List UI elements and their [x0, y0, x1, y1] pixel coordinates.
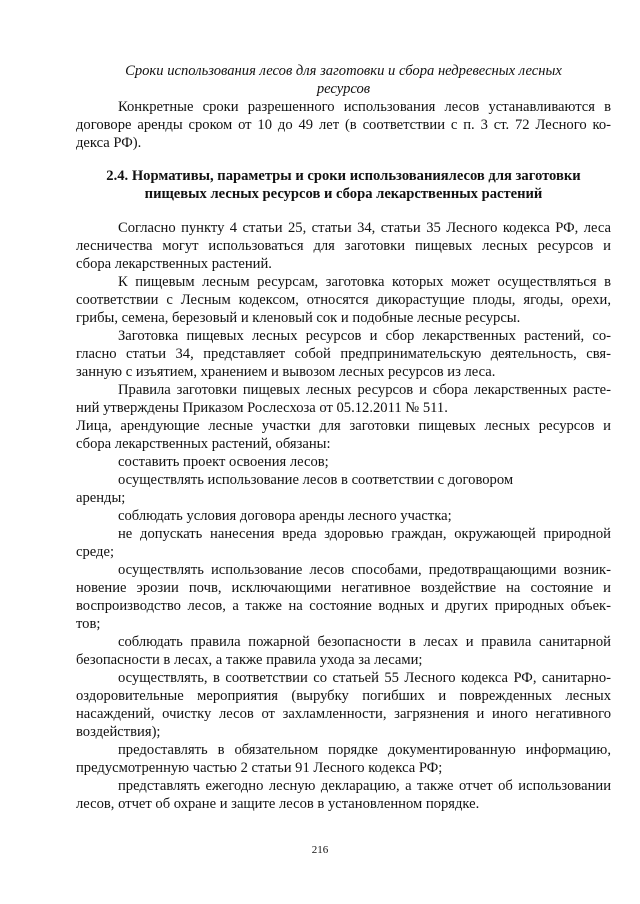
text-line: Правила заготовки пищевых лесных ресурсов и сбора лекарственных расте-	[118, 382, 611, 398]
text-line: лесничества могут использоваться для заготовки пищевых лесных ресурсов и	[76, 238, 611, 254]
text-line: К пищевым лесным ресурсам, заготовка которых может осуществляться в	[118, 274, 611, 290]
text-line: Заготовка пищевых лесных ресурсов и сбор лекарственных растений, со-	[118, 328, 611, 344]
text-line: не допускать нанесения вреда здоровью граждан, окружающей природной	[118, 526, 611, 542]
text-line: оздоровительные мероприятия (вырубку погибших и поврежденных лесных	[76, 688, 611, 704]
text-line: осуществлять использование лесов способами, предотвращающими возник-	[118, 562, 611, 578]
text-line: представлять ежегодно лесную декларацию, а также отчет об использовании	[118, 778, 611, 794]
subheading-line: Сроки использования лесов для заготовки и сбора недревесных лесных	[125, 63, 562, 79]
text-line: декса РФ).	[76, 135, 142, 151]
text-line: Лица, арендующие лесные участки для заготовки пищевых лесных ресурсов и	[76, 418, 611, 434]
text-line: Конкретные сроки разрешенного использования лесов устанавливаются в	[118, 99, 611, 115]
text-line: занную с изъятием, хранением и вывозом лесных ресурсов из леса.	[76, 364, 496, 380]
text-line: сбора лекарственных растений, обязаны:	[76, 436, 331, 452]
text-line: предоставлять в обязательном порядке документированную информацию,	[118, 742, 611, 758]
text-line: грибы, семена, березовый и кленовый сок и подобные лесные ресурсы.	[76, 310, 521, 326]
text-line: соблюдать условия договора аренды лесного участка;	[118, 508, 452, 524]
text-line: насаждений, очистку лесов от захламленности, загрязнения и иного негативного	[76, 706, 611, 722]
text-line: воздействия);	[76, 724, 161, 740]
text-line: гласно статьи 34, представляет собой предпринимательскую деятельность, свя-	[76, 346, 611, 362]
text-line: ний утверждены Приказом Рослесхоза от 05.12.2011 № 511.	[76, 400, 448, 416]
text-line: соблюдать правила пожарной безопасности в лесах и правила санитарной	[118, 634, 611, 650]
text-line: осуществлять, в соответствии со статьей 55 Лесного кодекса РФ, санитарно-	[118, 670, 611, 686]
text-line: безопасности в лесах, а также правила ухода за лесами;	[76, 652, 423, 668]
text-line: соответствии с Лесным кодексом, относятся дикорастущие плоды, ягоды, орехи,	[76, 292, 611, 308]
text-line: предусмотренную частью 2 статьи 91 Лесного кодекса РФ;	[76, 760, 443, 776]
text-line: лесов, отчет об охране и защите лесов в установленном порядке.	[76, 796, 480, 812]
text-line: договоре аренды сроком от 10 до 49 лет (в соответствии с п. 3 ст. 72 Лесного ко-	[76, 117, 611, 133]
section-heading-line: пищевых лесных ресурсов и сбора лекарственных растений	[144, 186, 543, 202]
text-line: аренды;	[76, 490, 126, 506]
text-line: Согласно пункту 4 статьи 25, статьи 34, статьи 35 Лесного кодекса РФ, леса	[118, 220, 611, 236]
subheading-line: ресурсов	[316, 81, 371, 97]
text-line: новение эрозии почв, исключающими негативное воздействие на состояние и	[76, 580, 611, 596]
text-line: среде;	[76, 544, 115, 560]
text-line: сбора лекарственных растений.	[76, 256, 272, 272]
text-line: составить проект освоения лесов;	[118, 454, 329, 470]
page-number: 216	[311, 844, 329, 856]
text-line: осуществлять использование лесов в соответствии с договором	[118, 472, 514, 488]
section-heading-line: 2.4. Нормативы, параметры и сроки использованиялесов для заготовки	[106, 168, 581, 184]
text-line: тов;	[76, 616, 101, 632]
text-line: воспроизводство лесов, а также на состояние водных и других природных объек-	[76, 598, 611, 614]
